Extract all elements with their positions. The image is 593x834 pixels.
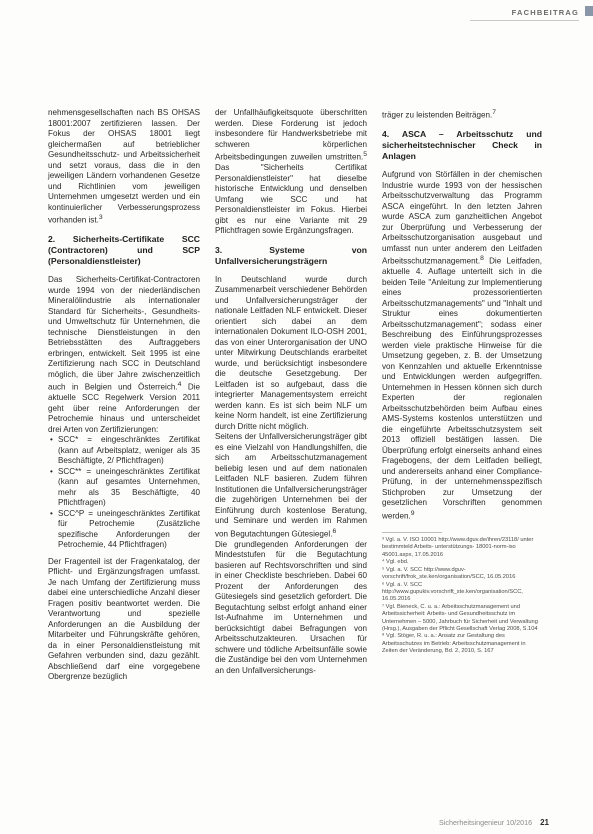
- footnote: ⁸ Vgl. Stöger, R. u. a.: Ansatz zur Gestaltung des Arbeitsschutzes im Betrieb: Arbeitsschutzmanagement in Zeiten der Veränderung, Bd. 2, 2010, S. 167: [382, 633, 526, 655]
- section-heading: 4. ASCA – Arbeitsschutz und sicherheitstechnischer Check in Anlagen: [382, 129, 542, 162]
- footnote: ⁷ Vgl. Bieneck, C. u. a.: Arbeitsschutzmanagement und Arbeitssicherheit: Arbeits- und Gesundheitsschutz im Unternehmen – 5000, Jahrbuch für Sicherheit und Verwaltung (Hrsg.), Ausgaben der Pflicht Gesellschaft Verlag 2008, S.104: [382, 603, 538, 632]
- footnote-ref[interactable]: 4: [177, 381, 182, 389]
- section-label: FACHBEITRAG: [511, 8, 579, 17]
- certificate-list: [48, 435, 200, 551]
- footnote: ⁶ Vgl. a. V. SCC http://www.gupukiv.vorschrift_ste.ken/organisation/SCC, 16.05.2016: [382, 581, 523, 603]
- footnote: ⁵ Vgl. a. V. SCC http://www.dguv-vorschrift/frok_ste.ken/organisation/SCC, 16.05.2016: [382, 566, 516, 581]
- journal-name: Sicherheitsingenieur 10/2016: [438, 818, 533, 827]
- paragraph: träger zu leistenden Beiträgen.$^7$: [382, 109, 496, 120]
- footnote: ³ Vgl. a. V. ISO 10001 http://www.dguv.de/ihren/23118/ unter bestimmteld Arbeits- unterstützungs- 18001-norm-iso 45001.aspx, 17.05.2016: [382, 537, 534, 558]
- footnote-ref[interactable]: 5: [363, 151, 367, 158]
- footnote-ref[interactable]: 8: [480, 255, 484, 263]
- paragraph: Das Sicherheits-Certifikat-Contractoren wurde 1994 von der niederländischen Mineralölindustrie als internationaler Standard für Sicherheits-, Gesundheits- und Umweltschutz für Unternehmen, die technische Dienstleistungen in den Betriebsstätten des Auftraggebers erbringen, entwickelt. Seit 1995 ist eine Zertifizierung nach SCC in Deutschland möglich, die über Jahre zwischenzeitlich auch in Belgien und Österreich.$^4$ Die aktuelle SCC Regelwerk Version 2011 geht über reine Anforderungen der Petrochemie hinaus und unterscheidet drei Arten von Zertifizierungen:: [48, 275, 200, 434]
- footnote-ref[interactable]: 9: [410, 509, 415, 517]
- paragraph: Der Fragenteil ist der Fragenkatalog, der Pflicht- und Ergänzungsfragen umfasst. Je nach Umfang der Zertifizierung muss dabei eine unterschiedliche Anzahl dieser Fragen positiv beantwortet werden. Die Verantwortung und spezielle Anforderungen an die Ausbildung der Mitarbeiter und Führungskräfte gehören, da in einer Personaldienstleistung mit Gefahren verbunden sind, dazu gezählt. Abschließend darf eine vorgegebene Obergrenze bezüglich: [48, 556, 200, 682]
- header-rule: [470, 20, 579, 21]
- footnote: ⁴ Vgl. ebd.: [382, 559, 409, 566]
- page-header: [0, 0, 593, 26]
- section-heading: 2. Sicherheits-Certifikate SCC (Contractoren) und SCP (Personaldienstleister): [48, 234, 200, 267]
- paragraph: Die grundlegenden Anforderungen der Mindeststufen für die Begutachtung basieren auf Rechtsvorschriften und sind in einer Checkliste beschrieben. Dabei 60 Prozent der Anforderungen des Gütesiegels sind gesetzlich gefordert. Die Begutachtung selbst erfolgt anhand einer Ist-Aufnahme im Unternehmen und berücksichtigt dabei Befragungen von Arbeitsschutzakteuren. Ursachen für schwere und tödliche Arbeitsunfälle sowie die Zuständige bei den vom Unternehmen an den Unfallversicherungs-: [215, 539, 367, 675]
- section-heading: 3. Systeme von Unfallversicherungsträgern: [215, 244, 367, 266]
- footnote-ref[interactable]: 7: [492, 109, 496, 116]
- list-item: • SCC^P = uneingeschränktes Zertifikat für Petrochemie (Zusätzliche spezifische Anforderungen der Petrochemie, 44 Pflichtfragen): [58, 509, 200, 551]
- column-left: [48, 108, 200, 683]
- footnote-divider: [382, 532, 442, 533]
- list-item: • SCC* = eingeschränktes Zertifikat (kann auf Arbeitsplatz, weniger als 35 Beschäftigte, 2/ Pflichtfragen): [58, 435, 200, 467]
- paragraph: nehmensgesellschaften nach BS OHSAS 18001:2007 zertifizieren lassen. Der Fokus der OHSAS 18001 liegt gleichermaßen auf betrieblicher Gesundheitsschutz- und Arbeitssicherheit und setzt voraus, dass die in den jeweiligen Ländern vorhandenen Gesetze und Richtlinien vom jeweiligen Unternehmen umgesetzt werden und ein kontinuierlicher Verbesserungsprozess vorhanden ist.$^3$: [48, 108, 200, 225]
- page-number: 21: [540, 818, 549, 827]
- paragraph: Aufgrund von Störfällen in der chemischen Industrie wurde 1993 von der hessischen Arbeitsschutzverwaltung das Programm ASCA eingeführt. In den letzten Jahren wurde ASCA zum ganzheitlichen Angebot zur Überprüfung und Verbesserung der Arbeitsschutzorganisation ausgebaut und umfasst nun unter anderem den Leitfaden Arbeitsschutzmanagement.$^8$ Die Leitfaden, aktuelle 4. Auflage unterteilt sich in die beiden Teile "Anleitung zur Implementierung eines prozessorientierten Arbeitsschutzmanagements" und "Inhalt und Struktur eines dokumentierten Arbeitsschutzmanagement"; sodass einer Beschreibung des Einführungsprozesses werden viele praktische Hinweise für die Umsetzung gegeben, z. B. der Umsetzung von Kennzahlen und aktuelle Erkenntnisse und Entwicklungen werden aufgegriffen. Unternehmen in Hessen können sich durch Experten der regionalen Arbeitsschutzbehörden beim Aufbau eines AMS-Systems kostenlos unterstützen und die eingeführte Arbeitsschutzsystem seit 2013 offiziell bestätigen lassen. Die Überprüfung erfolgt einerseits anhand eines Fragebogens, der dem Leitfaden beiliegt, und andererseits anhand einer Compliance-Prüfung, in der unternehmensspezifisch Stichproben zur Umsetzung der gesetzlichen Vorschriften genommen werden.$^9$: [382, 170, 542, 521]
- paragraph: In Deutschland wurde durch Zusammenarbeit verschiedener Behörden und Unfallversicherungsträger der nationale Leitfaden NLF entwickelt. Dieser orientiert sich dabei an dem internationalen Dokument ILO-OSH 2001, das von einer Unterorganisation der UNO unter Mitwirkung Deutschlands erarbeitet wurde, und berücksichtigt insbesondere die deutsche Gesetzgebung. Der Leitfaden ist so aufgebaut, dass die integrierter Managementsystem erreicht werden kann. Es ist sich beim NLF um keine Norm handelt, ist eine Zertifizierung durch Dritte nicht möglich.: [215, 274, 367, 431]
- footnote-ref[interactable]: 3: [98, 214, 103, 221]
- column-middle: [215, 108, 367, 676]
- list-item: • SCC** = uneingeschränktes Zertifikat (kann auf gesamtes Unternehmen, mehr als 35 Beschäftigte, 40 Pflichtfragen): [58, 467, 200, 509]
- paragraph: der Unfallhäufigkeitsquote überschritten werden. Diese Forderung ist jedoch insbesondere für Handwerksbetriebe mit schweren körperlichen Arbeitsbedingungen zuweilen umstritten.$^5$ Das "Sicherheits Certifikat Personaldienstleister" hat dieselbe historische Entwicklung und denselben Umfang wie SCC und hat Personaldienstleister im Fokus. Hierbei gibt es nur eine Variante mit 29 Pflichtfragen sowie Ergänzungsfragen.: [215, 108, 367, 236]
- footnote-ref[interactable]: 6: [332, 527, 337, 535]
- page-footer: [439, 818, 549, 827]
- column-right: [382, 108, 542, 656]
- paragraph: Seitens der Unfallversicherungsträger gibt es eine Vielzahl von Handlungshilfen, die sich am Arbeitsschutzmanagement beliebig lesen und auf dem nationalen Leitfaden NLF basieren. Zudem führen Institutionen die Unfallversicherungsträger die zugehörigen Unternehmen bei der Einführung durch kostenlose Beratung, und Seminare und werden im Rahmen von Begutachtungen Gütesiegel.$^6$: [215, 432, 367, 539]
- footnotes: [382, 537, 542, 656]
- section-marker: [585, 6, 593, 16]
